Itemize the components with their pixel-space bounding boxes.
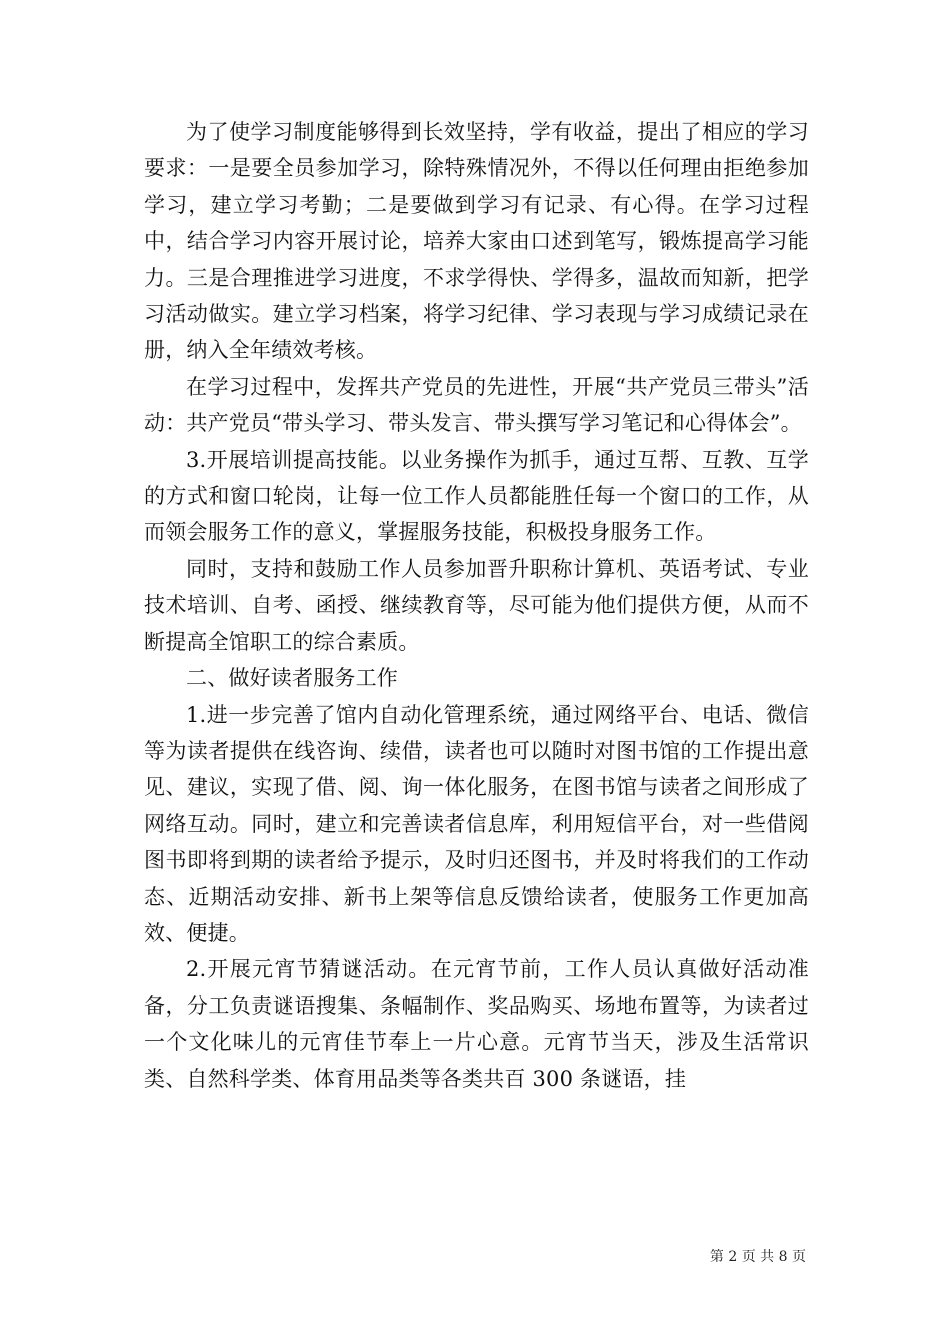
paragraph-skills-training: 3.开展培训提高技能。以业务操作为抓手，通过互帮、互教、互学的方式和窗口轮岗，让每一位工作人员都能胜任每一个窗口的工作，从而领会服务工作的意义，掌握服务技能，积极投身服务工作。 (144, 447, 809, 545)
document-body (144, 114, 809, 1097)
paragraph-study-requirements: 为了使学习制度能够得到长效坚持，学有收益，提出了相应的学习要求：一是要全员参加学习，除特殊情况外，不得以任何理由拒绝参加学习，建立学习考勤；二是要做到学习有记录、有心得。在学习过程中，结合学习内容开展讨论，培养大家由口述到笔写，锻炼提高学习能力。三是合理推进学习进度，不求学得快、学得多，温故而知新，把学习活动做实。建立学习档案，将学习纪律、学习表现与学习成绩记录在册，纳入全年绩效考核。 (144, 120, 809, 363)
paragraph-automation-system: 1.进一步完善了馆内自动化管理系统，通过网络平台、电话、微信等为读者提供在线咨询、续借，读者也可以随时对图书馆的工作提出意见、建议，实现了借、阅、询一体化服务，在图书馆与读者之间形成了网络互动。同时，建立和完善读者信息库，利用短信平台，对一些借阅图书即将到期的读者给予提示，及时归还图书，并及时将我们的工作动态、近期活动安排、新书上架等信息反馈给读者，使服务工作更加高效、便捷。 (144, 702, 809, 945)
paragraph-staff-education: 同时，支持和鼓励工作人员参加晋升职称计算机、英语考试、专业技术培训、自考、函授、继续教育等，尽可能为他们提供方便，从而不断提高全馆职工的综合素质。 (144, 556, 809, 654)
page-number-footer: 第 2 页 共 8 页 (709, 1249, 806, 1265)
paragraph-lantern-riddles: 2.开展元宵节猜谜活动。在元宵节前，工作人员认真做好活动准备，分工负责谜语搜集、条幅制作、奖品购买、场地布置等，为读者过一个文化味儿的元宵佳节奉上一片心意。元宵节当天，涉及生活常识类、自然科学类、体育用品类等各类共百 300 条谜语，挂 (144, 957, 809, 1091)
section-heading-reader-service: 二、做好读者服务工作 (186, 666, 398, 691)
paragraph-party-member-activity: 在学习过程中，发挥共产党员的先进性，开展“共产党员三带头”活动：共产党员“带头学习、带头发言、带头撰写学习笔记和心得体会”。 (144, 374, 809, 436)
